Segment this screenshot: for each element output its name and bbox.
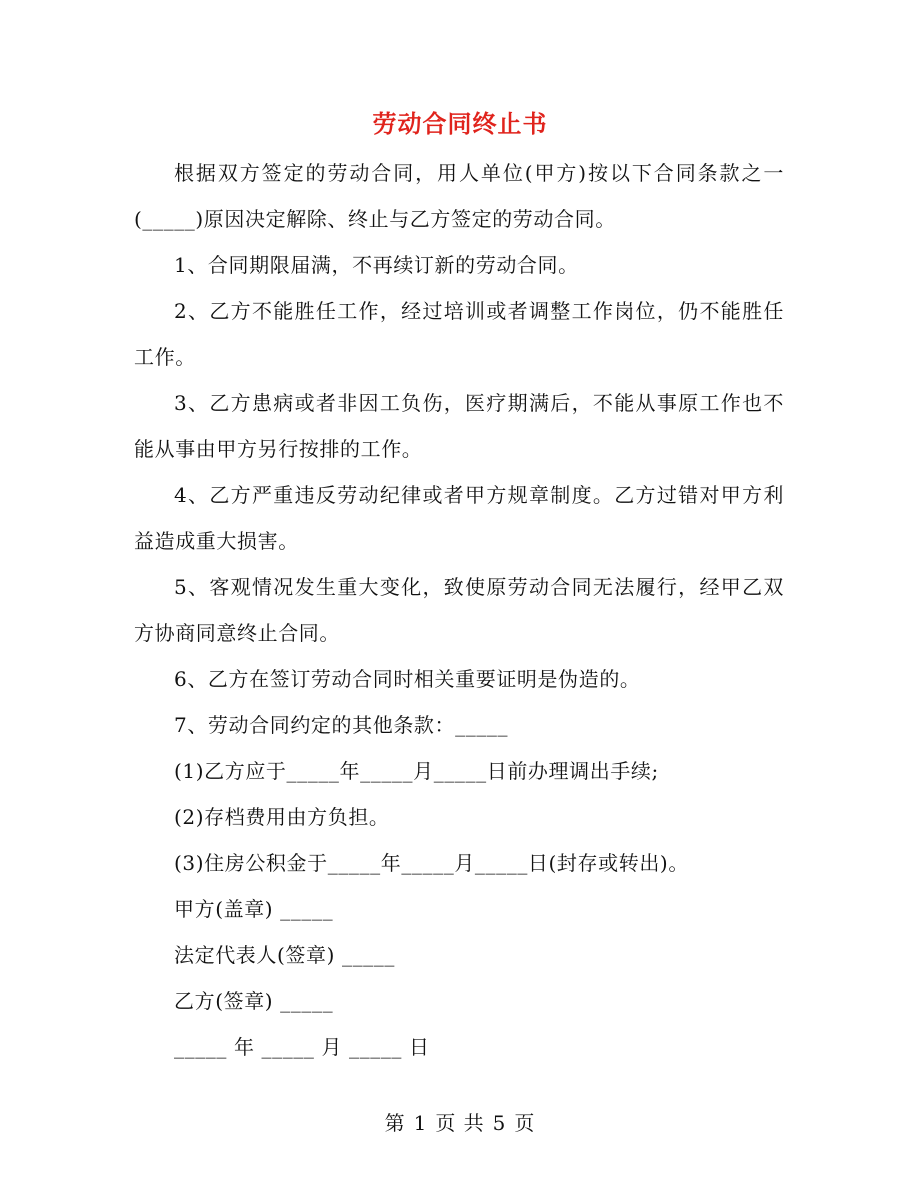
party-b-signature-line: 乙方(签章) _____: [174, 989, 334, 1013]
page-label-prefix: 第: [384, 1111, 406, 1135]
date-line: _____ 年 _____ 月 _____ 日: [174, 1035, 430, 1059]
party-a-seal-line: 甲方(盖章) _____: [174, 897, 334, 921]
page-label-mid: 页 共: [435, 1111, 485, 1135]
sub-clause-2: (2)存档费用由方负担。: [174, 805, 390, 829]
clause-1: 1、合同期限届满，不再续订新的劳动合同。: [174, 253, 579, 277]
page-number-total: 5: [492, 1111, 507, 1135]
clause-2: 2、乙方不能胜任工作，经过培训或者调整工作岗位，仍不能胜任工作。: [134, 299, 784, 369]
clause-4: 4、乙方严重违反劳动纪律或者甲方规章制度。乙方过错对甲方利益造成重大损害。: [134, 483, 784, 553]
legal-representative-signature-line: 法定代表人(签章) _____: [174, 943, 395, 967]
sub-clause-3: (3)住房公积金于_____年_____月_____日(封存或转出)。: [174, 851, 689, 875]
clause-3: 3、乙方患病或者非因工负伤，医疗期满后，不能从事原工作也不能从事由甲方另行按排的工作。: [134, 391, 784, 461]
sub-clause-1: (1)乙方应于_____年_____月_____日前办理调出手续;: [174, 759, 659, 783]
page-footer: [0, 1106, 920, 1140]
clause-6: 6、乙方在签订劳动合同时相关重要证明是伪造的。: [174, 667, 641, 691]
document-body: [134, 150, 784, 1070]
clause-7: 7、劳动合同约定的其他条款：_____: [174, 713, 509, 737]
page-label-suffix: 页: [514, 1111, 536, 1135]
page-number-current: 1: [413, 1111, 428, 1135]
intro-paragraph: 根据双方签定的劳动合同，用人单位(甲方)按以下合同条款之一(_____)原因决定解除、终止与乙方签定的劳动合同。: [134, 161, 784, 231]
document-title: 劳动合同终止书: [372, 109, 548, 138]
clause-5: 5、客观情况发生重大变化，致使原劳动合同无法履行，经甲乙双方协商同意终止合同。: [134, 575, 784, 645]
